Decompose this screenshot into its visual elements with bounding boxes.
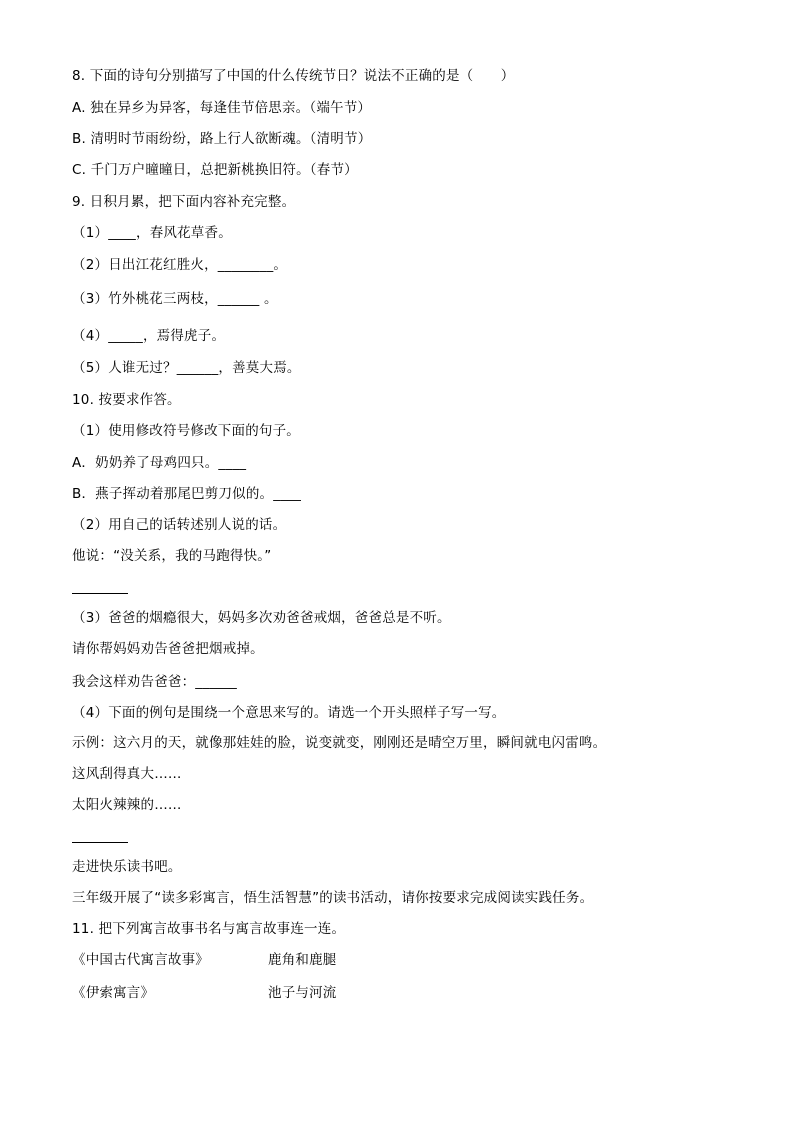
answer-blank-line [72,842,128,843]
q11-stem: 11. 把下列寓言故事书名与寓言故事连一连。 [72,921,346,937]
section-title: 走进快乐读书吧。 [72,859,182,875]
q8-option-c: C. 千门万户曈曈日，总把新桃换旧符。（春节） [72,162,358,178]
q10-part-2: （2）用自己的话转述别人说的话。 [72,517,287,533]
q10-part-3: （3）爸爸的烟瘾很大，妈妈多次劝爸爸戒烟，爸爸总是不听。 [72,610,451,626]
q11-story-1: 鹿角和鹿腿 [268,952,337,968]
q10-part-1-b: B．燕子挥动着那尾巴剪刀似的。____ [72,486,302,502]
q8-option-a: A. 独在异乡为异客，每逢佳节倍思亲。（端午节） [72,100,372,116]
section-intro: 三年级开展了“读多彩寓言，悟生活智慧”的读书活动，请你按要求完成阅读实践任务。 [72,890,594,906]
q10-stem: 10. 按要求作答。 [72,392,181,408]
q9-item-3: （3）竹外桃花三两枝，______ 。 [72,291,278,307]
q8-option-b: B. 清明时节雨纷纷，路上行人欲断魂。（清明节） [72,131,372,147]
q8-stem: 8. 下面的诗句分别描写了中国的什么传统节日？说法不正确的是（ ） [72,68,515,84]
answer-blank-line [72,593,128,594]
q10-part-1: （1）使用修改符号修改下面的句子。 [72,423,300,439]
q9-item-1: （1）____，春风花草香。 [72,225,232,241]
q10-part-4: （4）下面的例句是围绕一个意思来写的。请选一个开头照样子写一写。 [72,705,506,721]
q10-part-3-task: 请你帮妈妈劝告爸爸把烟戒掉。 [72,641,264,657]
q11-book-1: 《中国古代寓言故事》 [72,952,209,968]
q10-part-4-opening-a: 这风刮得真大…… [72,766,182,782]
q9-stem: 9. 日积月累，把下面内容补充完整。 [72,194,296,210]
q9-item-5: （5）人谁无过？______，善莫大焉。 [72,360,301,376]
q10-part-4-example: 示例：这六月的天，就像那娃娃的脸，说变就变，刚刚还是晴空万里，瞬间就电闪雷鸣。 [72,735,607,751]
q10-part-4-opening-b: 太阳火辣辣的…… [72,797,182,813]
q10-part-1-a: A．奶奶养了母鸡四只。____ [72,455,247,471]
q9-item-4: （4）_____，焉得虎子。 [72,328,226,344]
q9-item-2: （2）日出江花红胜火，________。 [72,257,288,273]
q11-book-2: 《伊索寓言》 [72,985,155,1001]
q11-story-2: 池子与河流 [268,985,337,1001]
q10-part-3-answer: 我会这样劝告爸爸：______ [72,674,237,690]
q10-part-2-quote: 他说：“没关系，我的马跑得快。” [72,548,272,564]
